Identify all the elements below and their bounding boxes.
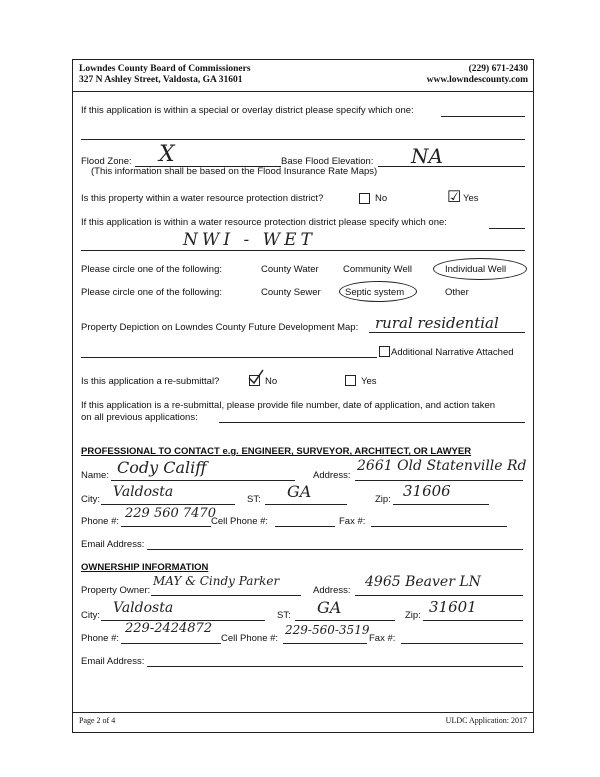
pro-name-field[interactable] [111, 480, 295, 481]
overlay-field-2[interactable] [81, 139, 525, 140]
pro-email-field[interactable] [147, 549, 523, 550]
resub-details-2: on all previous applications: [81, 412, 198, 423]
resub-no-label: No [265, 376, 278, 387]
owner-zip-field[interactable] [423, 620, 523, 621]
sewer-opt-county[interactable]: County Sewer [261, 287, 321, 298]
resub-question: Is this application a re-submittal? [81, 376, 220, 387]
owner-field[interactable] [151, 595, 301, 596]
overlay-field[interactable] [441, 116, 525, 117]
fdm-field[interactable] [369, 332, 525, 333]
pro-address-value: 2661 Old Statenville Rd [357, 458, 527, 474]
pro-zip-label: Zip: [375, 494, 391, 505]
pro-fax-field[interactable] [371, 526, 507, 527]
pro-address-label: Address: [313, 470, 351, 481]
form-frame [72, 59, 534, 733]
bfe-field[interactable] [378, 166, 525, 167]
flood-note: (This information shall be based on the Flood Insurance Rate Maps) [91, 166, 378, 177]
owner-cell-field[interactable] [283, 643, 367, 644]
org-address: 327 N Ashley Street, Valdosta, GA 31601 [79, 75, 243, 85]
pro-city-field[interactable] [101, 504, 235, 505]
pro-cell-field[interactable] [275, 526, 335, 527]
resub-yes-checkbox[interactable] [345, 375, 356, 386]
owner-phone-value: 229-2424872 [125, 621, 213, 636]
sewer-label: Please circle one of the following: [81, 287, 222, 298]
pro-city-label: City: [81, 494, 100, 505]
wrpd-specify: If this application is within a water resource protection district please specify which one: [81, 217, 447, 228]
wrpd-no-checkbox[interactable] [359, 193, 370, 204]
pro-phone-field[interactable] [121, 526, 211, 527]
footer-form: ULDC Application: 2017 [445, 716, 527, 725]
footer-rule [73, 712, 533, 713]
resub-yes-label: Yes [361, 376, 377, 387]
owner-fax-label: Fax #: [369, 633, 396, 644]
pro-name-value: Cody Califf [117, 458, 207, 477]
water-opt-county[interactable]: County Water [261, 264, 319, 275]
owner-address-label: Address: [313, 585, 351, 596]
owner-fax-field[interactable] [401, 643, 523, 644]
owner-phone-field[interactable] [121, 643, 221, 644]
sewer-opt-other[interactable]: Other [445, 287, 469, 298]
wrpd-specify-field-2[interactable] [81, 250, 525, 251]
fdm-field-2[interactable] [81, 357, 377, 358]
water-opt-community[interactable]: Community Well [343, 264, 412, 275]
owner-phone-label: Phone #: [81, 633, 120, 644]
owner-label: Property Owner: [81, 585, 151, 596]
owner-email-field[interactable] [147, 666, 523, 667]
pro-city-value: Valdosta [113, 484, 174, 500]
pro-zip-field[interactable] [393, 504, 489, 505]
letterhead [73, 60, 533, 92]
pro-email-label: Email Address: [81, 539, 145, 550]
bfe-label: Base Flood Elevation: [281, 156, 374, 167]
flood-zone-label: Flood Zone: [81, 156, 132, 167]
pro-st-label: ST: [247, 494, 261, 505]
fdm-label: Property Depiction on Lowndes County Future Development Map: [81, 322, 359, 333]
pro-phone-label: Phone #: [81, 516, 120, 527]
pro-phone-value: 229 560 7470 [125, 506, 216, 521]
owner-zip-value: 31601 [429, 598, 477, 616]
owner-st-value: GA [317, 598, 342, 617]
footer-page: Page 2 of 4 [79, 716, 116, 725]
flood-zone-value: X [159, 142, 175, 167]
wrpd-no-label: No [375, 193, 388, 204]
water-opt-individual[interactable]: Individual Well [445, 264, 507, 275]
overlay-question: If this application is within a special or overlay district please specify which one: [81, 105, 414, 116]
pro-fax-label: Fax #: [339, 516, 366, 527]
pro-address-field[interactable] [355, 480, 523, 481]
narrative-checkbox[interactable] [379, 346, 390, 357]
owner-address-field[interactable] [355, 595, 523, 596]
narrative-label: Additional Narrative Attached [391, 347, 514, 358]
org-website: www.lowndescounty.com [426, 75, 528, 85]
owner-address-value: 4965 Beaver LN [365, 574, 481, 590]
owner-city-label: City: [81, 610, 100, 621]
owner-email-label: Email Address: [81, 656, 145, 667]
pro-st-field[interactable] [265, 504, 347, 505]
wrpd-question: Is this property within a water resource protection district? [81, 193, 324, 204]
ownership-heading: OWNERSHIP INFORMATION [81, 562, 209, 573]
sewer-opt-septic[interactable]: Septic system [345, 287, 405, 298]
fdm-value: rural residential [375, 314, 499, 332]
resub-no-check-mark [247, 369, 265, 385]
wrpd-yes-label: Yes [463, 193, 479, 204]
org-name: Lowndes County Board of Commissioners [79, 64, 251, 74]
bfe-value: NA [411, 144, 443, 168]
wrpd-specify-field[interactable] [489, 228, 525, 229]
pro-cell-label: Cell Phone #: [211, 516, 269, 527]
pro-st-value: GA [287, 482, 312, 501]
owner-cell-label: Cell Phone #: [221, 633, 279, 644]
owner-city-value: Valdosta [113, 600, 174, 616]
owner-st-field[interactable] [295, 620, 395, 621]
org-phone: (229) 671-2430 [468, 64, 528, 74]
pro-name-label: Name: [81, 470, 109, 481]
resub-details: If this application is a re-submittal, please provide file number, date of application, and action taken [81, 400, 496, 411]
owner-value: MAY & Cindy Parker [153, 574, 280, 588]
wrpd-yes-checkbox[interactable]: ☑ [447, 189, 462, 206]
wrpd-specify-value: NWI - WET [183, 230, 316, 250]
pro-zip-value: 31606 [403, 482, 451, 500]
owner-zip-label: Zip: [405, 610, 421, 621]
owner-st-label: ST: [277, 610, 291, 621]
water-label: Please circle one of the following: [81, 264, 222, 275]
professional-heading: PROFESSIONAL TO CONTACT e.g. ENGINEER, SURVEYOR, ARCHITECT, OR LAWYER [81, 446, 472, 457]
resub-details-field[interactable] [219, 422, 525, 423]
owner-cell-value: 229-560-3519 [285, 623, 370, 637]
